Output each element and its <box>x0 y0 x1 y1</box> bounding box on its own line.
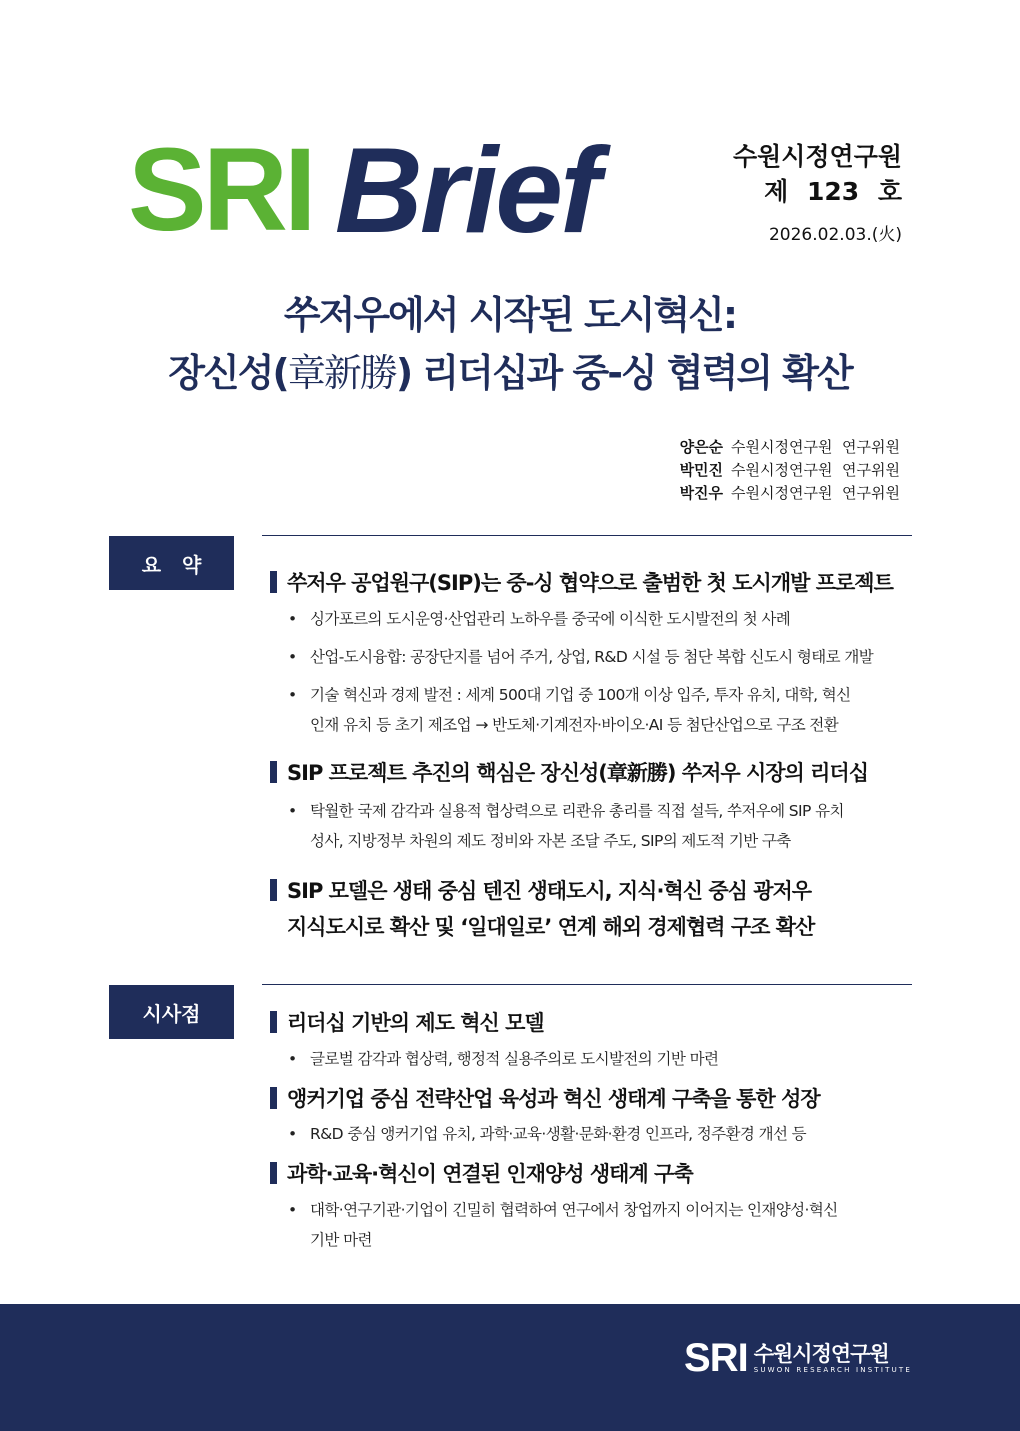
summary-bullet: • 싱가포르의 도시운영·산업관리 노하우를 중국에 이식한 도시발전의 첫 사례 <box>288 610 791 628</box>
summary-bullet: • 산업-도시융합: 공장단지를 넘어 주거, 상업, R&D 시설 등 첨단 복합 신도시 형태로 개발 <box>288 648 874 666</box>
heading-bar-icon <box>270 879 277 901</box>
publication-info <box>733 140 902 245</box>
author-row: 박진우 수원시정연구원 연구위원 <box>679 484 900 502</box>
implications-bullet: • 글로벌 감각과 협상력, 행정적 실용주의로 도시발전의 기반 마련 <box>288 1050 719 1068</box>
footer-sri-mark: SRI <box>684 1336 748 1380</box>
author-row: 양은순 수원시정연구원 연구위원 <box>679 438 900 456</box>
implications-heading: 과학·교육·혁신이 연결된 인재양성 생태계 구축 <box>270 1157 693 1191</box>
implications-bullet: • R&D 중심 앵커기업 유치, 과학·교육·생활·문화·환경 인프라, 정주환경 개선 등 <box>288 1125 807 1143</box>
heading-bar-icon <box>270 761 277 783</box>
summary-heading: 쑤저우 공업원구(SIP)는 중-싱 협약으로 출범한 첫 도시개발 프로젝트 <box>270 566 893 600</box>
heading-bar-icon <box>270 1087 277 1109</box>
summary-bullet: • 기술 혁신과 경제 발전 : 세계 500대 기업 중 100개 이상 입주, 투자 유치, 대학, 혁신 인재 유치 등 초기 제조업 → 반도체·기계전자·바이오·AI 등 첨단산업으로 구조 전환 <box>288 686 851 734</box>
implications-bullet: • 대학·연구기관·기업이 긴밀히 협력하여 연구에서 창업까지 이어지는 인재양성·혁신 기반 마련 <box>288 1201 838 1249</box>
section-label-summary: 요 약 <box>109 536 234 590</box>
publisher-name: 수원시정연구원 <box>732 142 902 171</box>
heading-bar-icon <box>270 1011 277 1033</box>
author-list <box>680 436 900 505</box>
heading-bar-icon <box>270 1162 277 1184</box>
footer-institute-name: 수원시정연구원 <box>753 1341 889 1366</box>
implications-heading: 앵커기업 중심 전략산업 육성과 혁신 생태계 구축을 통한 성장 <box>270 1082 820 1116</box>
section-divider <box>262 984 912 985</box>
footer-institute-english: SUWON RESEARCH INSTITUTE <box>753 1365 912 1374</box>
logo-sri-mark: SRI <box>128 124 313 256</box>
author-row: 박민진 수원시정연구원 연구위원 <box>679 461 900 479</box>
logo-brief-text: Brief <box>334 122 598 258</box>
implications-heading: 리더십 기반의 제도 혁신 모델 <box>270 1006 544 1040</box>
summary-bullet: • 탁월한 국제 감각과 실용적 협상력으로 리콴유 총리를 직접 설득, 쑤저우에 SIP 유치 성사, 지방정부 차원의 제도 정비와 자본 조달 주도, SIP의 제도적 기반 구축 <box>288 802 844 850</box>
section-divider <box>262 535 912 536</box>
title-line-2: 장신성(章新勝) 리더십과 중-싱 협력의 확산 <box>168 351 852 395</box>
section-label-implications: 시사점 <box>109 985 234 1039</box>
summary-heading: SIP 프로젝트 추진의 핵심은 장신성(章新勝) 쑤저우 시장의 리더십 <box>270 756 868 790</box>
summary-heading: SIP 모델은 생태 중심 텐진 생태도시, 지식·혁신 중심 광저우 지식도시로 확산 및 ‘일대일로’ 연계 해외 경제협력 구조 확산 <box>270 873 814 945</box>
document-title <box>0 286 1020 402</box>
heading-bar-icon <box>270 571 277 593</box>
title-hanja: 章新勝 <box>287 351 396 395</box>
footer-logo <box>684 1338 912 1378</box>
publication-date: 2026.02.03.(火) <box>768 225 902 245</box>
sri-brief-logo <box>128 122 598 258</box>
title-line-1: 쑤저우에서 시작된 도시혁신: <box>283 293 737 337</box>
issue-number: 제 123 호 <box>764 177 902 206</box>
